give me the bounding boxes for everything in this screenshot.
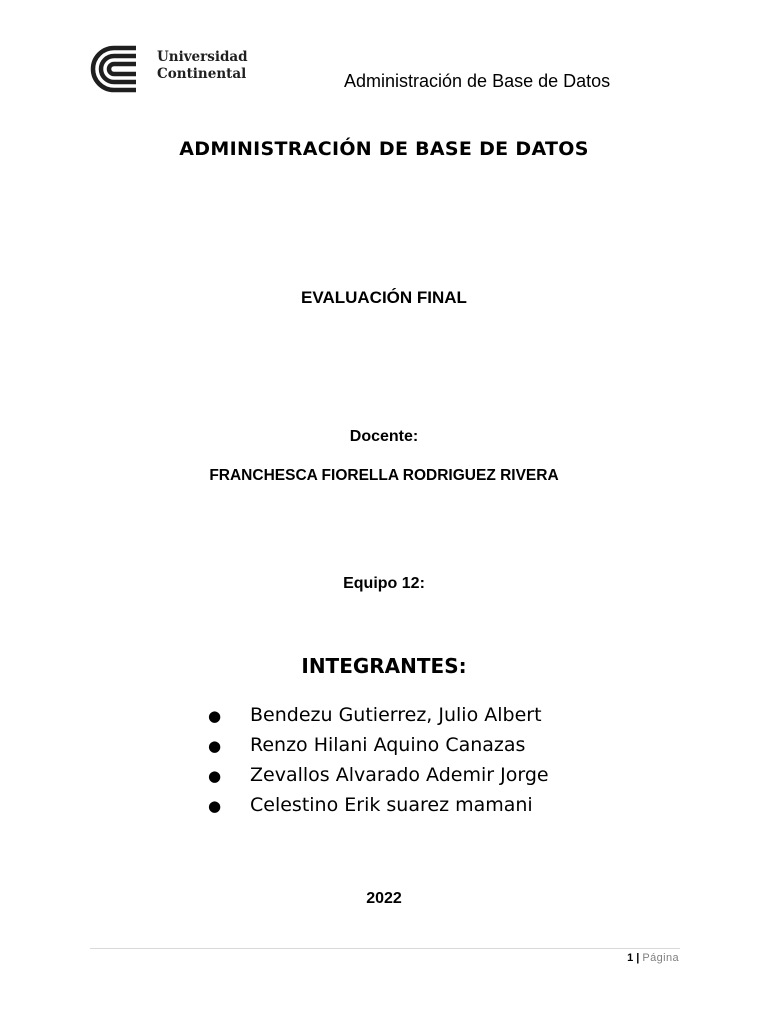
docente-label: Docente: xyxy=(349,428,419,445)
footer-divider xyxy=(90,948,680,949)
member-name: Bendezu Gutierrez, Julio Albert xyxy=(250,704,542,726)
logo-line-1: Universidad xyxy=(157,49,248,65)
year: 2022 xyxy=(366,890,402,907)
logo-line-2: Continental xyxy=(157,66,247,82)
page-footer xyxy=(627,952,679,964)
list-item xyxy=(208,730,549,760)
page-number: 1 xyxy=(627,952,634,964)
team-label: Equipo 12: xyxy=(343,575,425,592)
bullet-icon: ● xyxy=(208,737,222,755)
docente-name: FRANCHESCA FIORELLA RODRIGUEZ RIVERA xyxy=(209,467,559,484)
document-title: ADMINISTRACIÓN DE BASE DE DATOS xyxy=(179,138,589,160)
member-name: Renzo Hilani Aquino Canazas xyxy=(250,734,526,756)
list-item xyxy=(208,790,549,820)
bullet-icon: ● xyxy=(208,797,222,815)
continental-logo-icon xyxy=(90,44,150,94)
university-logo xyxy=(90,44,260,94)
bullet-icon: ● xyxy=(208,767,222,785)
list-item xyxy=(208,700,549,730)
page-word: Página xyxy=(642,952,679,964)
integrantes-title: INTEGRANTES: xyxy=(301,654,467,678)
logo-text xyxy=(157,49,248,83)
bullet-icon: ● xyxy=(208,707,222,725)
list-item xyxy=(208,760,549,790)
member-name: Zevallos Alvarado Ademir Jorge xyxy=(250,764,549,786)
evaluation-heading: EVALUACIÓN FINAL xyxy=(301,288,467,307)
footer-separator: | xyxy=(636,952,640,964)
member-name: Celestino Erik suarez mamani xyxy=(250,794,533,816)
header-course-title: Administración de Base de Datos xyxy=(344,71,611,91)
members-list xyxy=(208,700,549,820)
